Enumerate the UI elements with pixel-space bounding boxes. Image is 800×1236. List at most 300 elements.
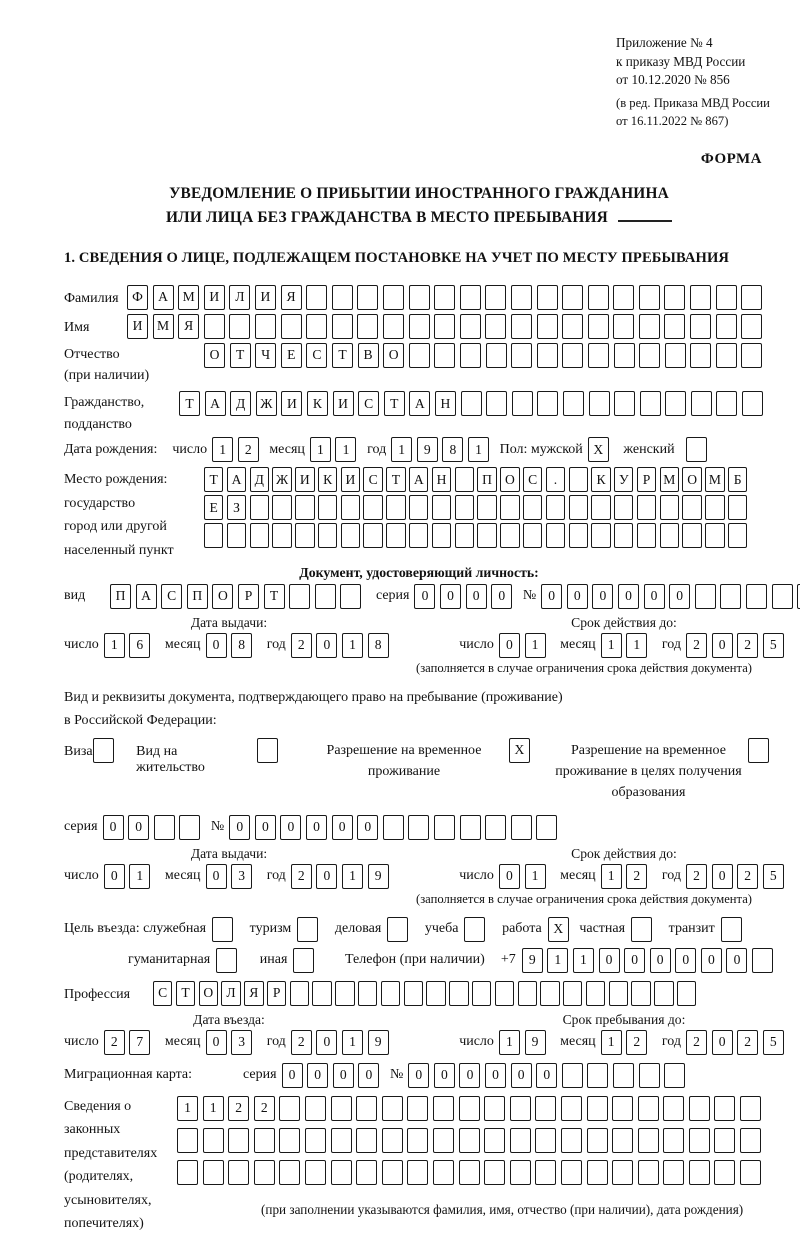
form-cell[interactable]: [426, 981, 445, 1006]
purpose-transit-checkbox[interactable]: [721, 917, 747, 942]
form-cell[interactable]: [639, 314, 660, 339]
form-cell[interactable]: 2: [737, 633, 758, 658]
form-cell[interactable]: [455, 523, 474, 548]
form-cell[interactable]: [460, 285, 481, 310]
form-cell[interactable]: [461, 391, 482, 416]
form-cell[interactable]: [535, 1096, 556, 1121]
form-cell[interactable]: Ж: [272, 467, 291, 492]
form-cell[interactable]: [523, 523, 542, 548]
form-cell[interactable]: [409, 523, 428, 548]
form-cell[interactable]: [561, 1096, 582, 1121]
form-cell[interactable]: [386, 495, 405, 520]
form-cell[interactable]: З: [227, 495, 246, 520]
form-cell[interactable]: 0: [333, 1063, 354, 1088]
form-cell[interactable]: [386, 523, 405, 548]
form-cell[interactable]: [500, 523, 519, 548]
form-cell[interactable]: П: [110, 584, 131, 609]
citizenship-input[interactable]: [179, 391, 768, 416]
visa-checkbox[interactable]: [93, 738, 119, 763]
doc-issue-year[interactable]: [291, 633, 393, 658]
form-cell[interactable]: [358, 981, 377, 1006]
form-cell[interactable]: Т: [179, 391, 200, 416]
form-cell[interactable]: [586, 981, 605, 1006]
form-cell[interactable]: 0: [592, 584, 613, 609]
form-cell[interactable]: [433, 1128, 454, 1153]
form-cell[interactable]: 2: [254, 1096, 275, 1121]
form-cell[interactable]: [434, 815, 455, 840]
form-cell[interactable]: 1: [310, 437, 331, 462]
birthplace-line3[interactable]: [204, 523, 751, 548]
form-cell[interactable]: [228, 1160, 249, 1185]
form-cell[interactable]: [686, 437, 707, 462]
doc-valid-day[interactable]: [499, 633, 550, 658]
form-cell[interactable]: 9: [417, 437, 438, 462]
form-cell[interactable]: С: [153, 981, 172, 1006]
form-cell[interactable]: [459, 1096, 480, 1121]
form-cell[interactable]: [363, 495, 382, 520]
form-cell[interactable]: [383, 285, 404, 310]
form-cell[interactable]: [409, 343, 430, 368]
form-cell[interactable]: [340, 584, 361, 609]
form-cell[interactable]: [472, 981, 491, 1006]
form-cell[interactable]: [257, 738, 278, 763]
form-cell[interactable]: [714, 1128, 735, 1153]
form-cell[interactable]: М: [660, 467, 679, 492]
sex-male-checkbox[interactable]: [588, 437, 614, 462]
form-cell[interactable]: У: [614, 467, 633, 492]
form-cell[interactable]: [409, 314, 430, 339]
form-cell[interactable]: 0: [255, 815, 276, 840]
form-cell[interactable]: [289, 584, 310, 609]
form-cell[interactable]: 0: [332, 815, 353, 840]
form-cell[interactable]: 1: [177, 1096, 198, 1121]
form-cell[interactable]: 6: [129, 633, 150, 658]
form-cell[interactable]: [495, 981, 514, 1006]
form-cell[interactable]: [690, 314, 711, 339]
form-cell[interactable]: [434, 285, 455, 310]
form-cell[interactable]: [484, 1160, 505, 1185]
form-cell[interactable]: Т: [264, 584, 285, 609]
form-cell[interactable]: 0: [466, 584, 487, 609]
form-cell[interactable]: О: [383, 343, 404, 368]
form-cell[interactable]: Р: [267, 981, 286, 1006]
form-cell[interactable]: [305, 1128, 326, 1153]
form-cell[interactable]: [639, 285, 660, 310]
form-cell[interactable]: [535, 1160, 556, 1185]
form-cell[interactable]: [305, 1160, 326, 1185]
form-cell[interactable]: 5: [763, 633, 784, 658]
form-cell[interactable]: А: [205, 391, 226, 416]
form-cell[interactable]: 1: [104, 633, 125, 658]
form-cell[interactable]: [387, 917, 408, 942]
form-cell[interactable]: [477, 523, 496, 548]
form-cell[interactable]: 2: [686, 633, 707, 658]
form-cell[interactable]: О: [199, 981, 218, 1006]
form-cell[interactable]: [705, 495, 724, 520]
doc-valid-year[interactable]: [686, 633, 788, 658]
form-cell[interactable]: [664, 1063, 685, 1088]
birth-month-input[interactable]: [310, 437, 361, 462]
form-cell[interactable]: [537, 285, 558, 310]
form-cell[interactable]: Ф: [127, 285, 148, 310]
form-cell[interactable]: И: [295, 467, 314, 492]
doc-number-input[interactable]: [541, 584, 800, 609]
form-cell[interactable]: Е: [281, 343, 302, 368]
form-cell[interactable]: 1: [468, 437, 489, 462]
form-cell[interactable]: [407, 1096, 428, 1121]
form-cell[interactable]: [486, 343, 507, 368]
form-cell[interactable]: 0: [316, 1030, 337, 1055]
form-cell[interactable]: [562, 1063, 583, 1088]
form-cell[interactable]: 0: [103, 815, 124, 840]
form-cell[interactable]: 9: [522, 948, 543, 973]
form-cell[interactable]: С: [306, 343, 327, 368]
form-cell[interactable]: [293, 948, 314, 973]
form-cell[interactable]: 9: [368, 1030, 389, 1055]
form-cell[interactable]: [537, 343, 558, 368]
form-cell[interactable]: 1: [525, 864, 546, 889]
form-cell[interactable]: 2: [686, 864, 707, 889]
form-cell[interactable]: [356, 1128, 377, 1153]
form-cell[interactable]: [741, 314, 762, 339]
phone-input[interactable]: [522, 948, 778, 973]
form-cell[interactable]: Я: [244, 981, 263, 1006]
form-cell[interactable]: [563, 391, 584, 416]
form-cell[interactable]: [464, 917, 485, 942]
form-cell[interactable]: [690, 285, 711, 310]
form-cell[interactable]: [433, 1096, 454, 1121]
form-cell[interactable]: [705, 523, 724, 548]
form-cell[interactable]: 1: [499, 1030, 520, 1055]
form-cell[interactable]: [740, 1160, 761, 1185]
form-cell[interactable]: [689, 1160, 710, 1185]
form-cell[interactable]: [485, 815, 506, 840]
form-cell[interactable]: 3: [231, 1030, 252, 1055]
form-cell[interactable]: 0: [316, 864, 337, 889]
form-cell[interactable]: 1: [573, 948, 594, 973]
temp-residence-edu-checkbox[interactable]: [748, 738, 774, 763]
form-cell[interactable]: [227, 523, 246, 548]
form-cell[interactable]: [204, 314, 225, 339]
form-cell[interactable]: 5: [763, 1030, 784, 1055]
form-cell[interactable]: [315, 584, 336, 609]
form-cell[interactable]: Д: [230, 391, 251, 416]
residence-issue-year[interactable]: [291, 864, 393, 889]
form-cell[interactable]: 9: [525, 1030, 546, 1055]
form-cell[interactable]: 0: [499, 864, 520, 889]
form-cell[interactable]: [433, 1160, 454, 1185]
form-cell[interactable]: 0: [712, 633, 733, 658]
form-cell[interactable]: [614, 391, 635, 416]
form-cell[interactable]: 2: [291, 864, 312, 889]
form-cell[interactable]: [460, 343, 481, 368]
form-cell[interactable]: 0: [644, 584, 665, 609]
form-cell[interactable]: 1: [212, 437, 233, 462]
form-cell[interactable]: [537, 314, 558, 339]
form-cell[interactable]: [665, 343, 686, 368]
form-cell[interactable]: [663, 1128, 684, 1153]
form-cell[interactable]: [721, 917, 742, 942]
form-cell[interactable]: 0: [485, 1063, 506, 1088]
form-cell[interactable]: [612, 1160, 633, 1185]
form-cell[interactable]: [716, 343, 737, 368]
stay-day-input[interactable]: [499, 1030, 550, 1055]
form-cell[interactable]: Л: [221, 981, 240, 1006]
form-cell[interactable]: [318, 495, 337, 520]
form-cell[interactable]: [432, 495, 451, 520]
form-cell[interactable]: 0: [280, 815, 301, 840]
form-cell[interactable]: Ч: [255, 343, 276, 368]
purpose-business-checkbox[interactable]: [387, 917, 413, 942]
form-cell[interactable]: [203, 1160, 224, 1185]
form-cell[interactable]: [546, 495, 565, 520]
form-cell[interactable]: [510, 1128, 531, 1153]
form-cell[interactable]: П: [477, 467, 496, 492]
form-cell[interactable]: [682, 495, 701, 520]
form-cell[interactable]: Т: [384, 391, 405, 416]
form-cell[interactable]: 8: [231, 633, 252, 658]
form-cell[interactable]: [631, 917, 652, 942]
form-cell[interactable]: 0: [511, 1063, 532, 1088]
form-cell[interactable]: Т: [230, 343, 251, 368]
form-cell[interactable]: П: [187, 584, 208, 609]
temp-residence-checkbox[interactable]: [509, 738, 535, 763]
birth-day-input[interactable]: [212, 437, 263, 462]
form-cell[interactable]: [341, 495, 360, 520]
form-cell[interactable]: [523, 495, 542, 520]
form-cell[interactable]: 0: [624, 948, 645, 973]
form-cell[interactable]: [177, 1160, 198, 1185]
form-cell[interactable]: [357, 285, 378, 310]
form-cell[interactable]: [486, 391, 507, 416]
form-cell[interactable]: 1: [601, 1030, 622, 1055]
form-cell[interactable]: [356, 1160, 377, 1185]
form-cell[interactable]: [409, 495, 428, 520]
form-cell[interactable]: 0: [316, 633, 337, 658]
representatives-line1[interactable]: [177, 1096, 766, 1121]
form-cell[interactable]: 0: [675, 948, 696, 973]
form-cell[interactable]: [654, 981, 673, 1006]
form-cell[interactable]: [664, 285, 685, 310]
form-cell[interactable]: [449, 981, 468, 1006]
form-cell[interactable]: 0: [282, 1063, 303, 1088]
form-cell[interactable]: А: [153, 285, 174, 310]
form-cell[interactable]: А: [136, 584, 157, 609]
form-cell[interactable]: [407, 1160, 428, 1185]
form-cell[interactable]: [639, 1063, 660, 1088]
form-cell[interactable]: 2: [626, 864, 647, 889]
form-cell[interactable]: [306, 285, 327, 310]
form-cell[interactable]: [404, 981, 423, 1006]
form-cell[interactable]: 0: [414, 584, 435, 609]
form-cell[interactable]: [588, 314, 609, 339]
form-cell[interactable]: [569, 523, 588, 548]
form-cell[interactable]: [689, 1128, 710, 1153]
form-cell[interactable]: [716, 285, 737, 310]
form-cell[interactable]: [331, 1160, 352, 1185]
migration-number-input[interactable]: [408, 1063, 690, 1088]
form-cell[interactable]: [272, 495, 291, 520]
form-cell[interactable]: [512, 391, 533, 416]
form-cell[interactable]: С: [161, 584, 182, 609]
form-cell[interactable]: 0: [128, 815, 149, 840]
form-cell[interactable]: [746, 584, 767, 609]
form-cell[interactable]: [254, 1160, 275, 1185]
form-cell[interactable]: Е: [204, 495, 223, 520]
form-cell[interactable]: [93, 738, 114, 763]
form-cell[interactable]: [255, 314, 276, 339]
purpose-official-checkbox[interactable]: [212, 917, 238, 942]
form-cell[interactable]: [535, 1128, 556, 1153]
doc-series-input[interactable]: [414, 584, 516, 609]
form-cell[interactable]: 0: [358, 1063, 379, 1088]
form-cell[interactable]: М: [153, 314, 174, 339]
form-cell[interactable]: 0: [712, 1030, 733, 1055]
form-cell[interactable]: 0: [459, 1063, 480, 1088]
form-cell[interactable]: [459, 1128, 480, 1153]
form-cell[interactable]: [485, 285, 506, 310]
form-cell[interactable]: [637, 495, 656, 520]
form-cell[interactable]: 1: [129, 864, 150, 889]
form-cell[interactable]: К: [591, 467, 610, 492]
doc-valid-month[interactable]: [601, 633, 652, 658]
purpose-private-checkbox[interactable]: [631, 917, 657, 942]
form-cell[interactable]: [613, 1063, 634, 1088]
form-cell[interactable]: .: [546, 467, 565, 492]
form-cell[interactable]: [297, 917, 318, 942]
doc-issue-month[interactable]: [206, 633, 257, 658]
form-cell[interactable]: 0: [307, 1063, 328, 1088]
form-cell[interactable]: [177, 1128, 198, 1153]
form-cell[interactable]: [569, 467, 588, 492]
stay-month-input[interactable]: [601, 1030, 652, 1055]
form-cell[interactable]: [318, 523, 337, 548]
form-cell[interactable]: 8: [368, 633, 389, 658]
entry-day-input[interactable]: [104, 1030, 155, 1055]
form-cell[interactable]: Л: [229, 285, 250, 310]
form-cell[interactable]: [682, 523, 701, 548]
form-cell[interactable]: X: [588, 437, 609, 462]
form-cell[interactable]: 1: [342, 864, 363, 889]
form-cell[interactable]: [381, 981, 400, 1006]
form-cell[interactable]: [612, 1096, 633, 1121]
form-cell[interactable]: [455, 495, 474, 520]
form-cell[interactable]: 2: [291, 1030, 312, 1055]
form-cell[interactable]: [588, 285, 609, 310]
form-cell[interactable]: [332, 285, 353, 310]
form-cell[interactable]: 5: [763, 864, 784, 889]
form-cell[interactable]: 0: [726, 948, 747, 973]
surname-input[interactable]: [127, 285, 767, 310]
stay-year-input[interactable]: [686, 1030, 788, 1055]
form-cell[interactable]: О: [204, 343, 225, 368]
form-cell[interactable]: 8: [442, 437, 463, 462]
form-cell[interactable]: [690, 343, 711, 368]
form-cell[interactable]: И: [281, 391, 302, 416]
form-cell[interactable]: [591, 523, 610, 548]
form-cell[interactable]: [154, 815, 175, 840]
form-cell[interactable]: О: [212, 584, 233, 609]
form-cell[interactable]: [216, 948, 237, 973]
form-cell[interactable]: [511, 343, 532, 368]
representatives-line2[interactable]: [177, 1128, 766, 1153]
form-cell[interactable]: 0: [712, 864, 733, 889]
form-cell[interactable]: [614, 343, 635, 368]
form-cell[interactable]: [460, 815, 481, 840]
form-cell[interactable]: 0: [434, 1063, 455, 1088]
purpose-other-checkbox[interactable]: [293, 948, 319, 973]
form-cell[interactable]: [587, 1063, 608, 1088]
form-cell[interactable]: [357, 314, 378, 339]
form-cell[interactable]: [409, 285, 430, 310]
form-cell[interactable]: [511, 285, 532, 310]
form-cell[interactable]: 1: [601, 633, 622, 658]
residence-issue-day[interactable]: [104, 864, 155, 889]
form-cell[interactable]: [562, 314, 583, 339]
form-cell[interactable]: [612, 1128, 633, 1153]
form-cell[interactable]: Н: [432, 467, 451, 492]
form-cell[interactable]: [714, 1160, 735, 1185]
form-cell[interactable]: С: [363, 467, 382, 492]
form-cell[interactable]: [614, 523, 633, 548]
form-cell[interactable]: [407, 1128, 428, 1153]
form-cell[interactable]: И: [204, 285, 225, 310]
form-cell[interactable]: [716, 391, 737, 416]
residence-number-input[interactable]: [229, 815, 562, 840]
purpose-humanitarian-checkbox[interactable]: [216, 948, 242, 973]
form-cell[interactable]: [382, 1160, 403, 1185]
form-cell[interactable]: И: [127, 314, 148, 339]
form-cell[interactable]: Т: [204, 467, 223, 492]
form-cell[interactable]: [587, 1096, 608, 1121]
form-cell[interactable]: [740, 1128, 761, 1153]
form-cell[interactable]: [609, 981, 628, 1006]
form-cell[interactable]: М: [178, 285, 199, 310]
form-cell[interactable]: 7: [129, 1030, 150, 1055]
form-cell[interactable]: [677, 981, 696, 1006]
form-cell[interactable]: [331, 1128, 352, 1153]
form-cell[interactable]: [588, 343, 609, 368]
form-cell[interactable]: [638, 1128, 659, 1153]
form-cell[interactable]: М: [705, 467, 724, 492]
form-cell[interactable]: 0: [499, 633, 520, 658]
form-cell[interactable]: [716, 314, 737, 339]
form-cell[interactable]: [631, 981, 650, 1006]
form-cell[interactable]: 0: [206, 1030, 227, 1055]
residence-issue-month[interactable]: [206, 864, 257, 889]
form-cell[interactable]: А: [409, 391, 430, 416]
form-cell[interactable]: [305, 1096, 326, 1121]
form-cell[interactable]: [691, 391, 712, 416]
form-cell[interactable]: 0: [229, 815, 250, 840]
patronymic-input[interactable]: [204, 343, 767, 368]
form-cell[interactable]: [356, 1096, 377, 1121]
form-cell[interactable]: [728, 523, 747, 548]
form-cell[interactable]: [772, 584, 793, 609]
form-cell[interactable]: [179, 815, 200, 840]
form-cell[interactable]: [383, 815, 404, 840]
birthplace-line2[interactable]: [204, 495, 751, 520]
form-cell[interactable]: [250, 523, 269, 548]
form-cell[interactable]: [306, 314, 327, 339]
form-cell[interactable]: [752, 948, 773, 973]
form-cell[interactable]: [254, 1128, 275, 1153]
form-cell[interactable]: 0: [306, 815, 327, 840]
residence-valid-year[interactable]: [686, 864, 788, 889]
form-cell[interactable]: 0: [408, 1063, 429, 1088]
form-cell[interactable]: А: [409, 467, 428, 492]
form-cell[interactable]: 0: [357, 815, 378, 840]
